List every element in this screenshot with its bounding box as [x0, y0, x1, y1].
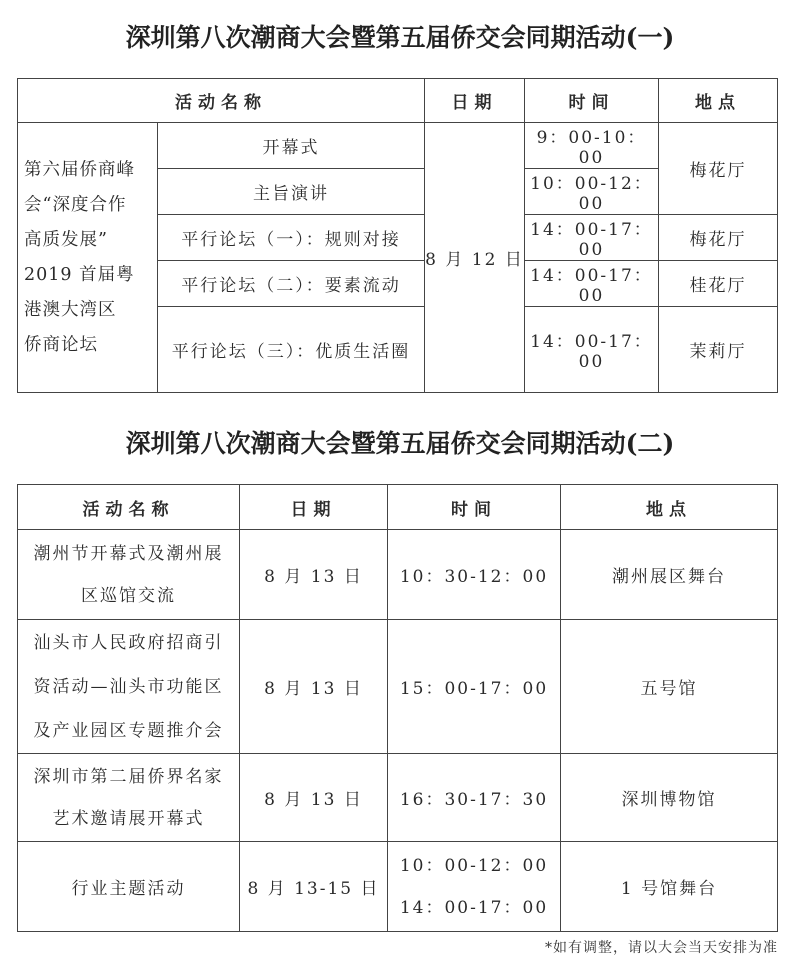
header-date: 日期 — [240, 485, 388, 530]
activity-time-line: 10：00-12：00 — [399, 855, 549, 876]
activity-time: 10：30-12：00 — [388, 530, 561, 620]
adjustment-note: *如有调整，请以大会当天安排为准 — [545, 940, 778, 956]
session-time: 14：00-17：00 — [525, 307, 659, 393]
activity-table-1 — [17, 78, 778, 393]
header-activity-name: 活动名称 — [18, 79, 425, 123]
activity-name-line: 深圳市第二届侨界名家 — [33, 766, 224, 787]
activity-time: 15：00-17：00 — [388, 620, 561, 754]
session-name: 平行论坛（二）：要素流动 — [158, 261, 425, 307]
header-time: 时间 — [525, 79, 659, 123]
activity-date: 8 月 13-15 日 — [240, 842, 388, 932]
host-line: 港澳大湾区 — [24, 299, 117, 320]
host-line: 第六届侨商峰 — [24, 159, 135, 180]
header-venue: 地点 — [659, 79, 778, 123]
activity-time-line: 14：00-17：00 — [399, 897, 549, 918]
session-name: 主旨演讲 — [158, 169, 425, 215]
activity-name — [18, 530, 240, 620]
venue: 梅花厅 — [659, 123, 778, 215]
table-header-row — [18, 79, 778, 123]
activity-name-line: 艺术邀请展开幕式 — [52, 808, 205, 829]
session-time: 9：00-10：00 — [525, 123, 659, 169]
activity-name: 行业主题活动 — [18, 842, 240, 932]
activity-name-line: 潮州节开幕式及潮州展 — [33, 543, 224, 564]
activity-venue: 1 号馆舞台 — [561, 842, 778, 932]
activity-venue: 潮州展区舞台 — [561, 530, 778, 620]
activity-time — [388, 842, 561, 932]
header-time: 时间 — [388, 485, 561, 530]
host-line: 侨商论坛 — [24, 334, 98, 355]
activity-date: 8 月 13 日 — [240, 530, 388, 620]
venue: 梅花厅 — [659, 215, 778, 261]
session-time: 10：00-12：00 — [525, 169, 659, 215]
host-line: 会“深度合作 — [24, 194, 127, 215]
activity-table-2 — [17, 484, 778, 932]
venue: 桂花厅 — [659, 261, 778, 307]
session-time: 14：00-17：00 — [525, 215, 659, 261]
header-venue: 地点 — [561, 485, 778, 530]
session-name: 开幕式 — [158, 123, 425, 169]
activity-name-line: 及产业园区专题推介会 — [33, 720, 224, 741]
activity-name-line: 资活动—汕头市功能区 — [33, 676, 224, 697]
table1-title: 深圳第八次潮商大会暨第五届侨交会同期活动(一) — [125, 23, 675, 52]
activity-name — [18, 620, 240, 754]
session-name: 平行论坛（三）：优质生活圈 — [158, 307, 425, 393]
host-line: 2019 首届粤 — [24, 264, 135, 285]
activity-name — [18, 754, 240, 842]
activity-venue: 五号馆 — [561, 620, 778, 754]
activity-name-line: 区巡馆交流 — [81, 585, 176, 606]
activity-name-line: 汕头市人民政府招商引 — [33, 632, 224, 653]
session-time: 14：00-17：00 — [525, 261, 659, 307]
activity-date: 8 月 13 日 — [240, 754, 388, 842]
session-name: 平行论坛（一）：规则对接 — [158, 215, 425, 261]
host-event-name — [18, 123, 158, 393]
table-row — [18, 530, 778, 620]
table-row — [18, 842, 778, 932]
activity-venue: 深圳博物馆 — [561, 754, 778, 842]
event-date: 8 月 12 日 — [425, 123, 525, 393]
table-header-row — [18, 485, 778, 530]
activity-date: 8 月 13 日 — [240, 620, 388, 754]
table2-title: 深圳第八次潮商大会暨第五届侨交会同期活动(二) — [125, 429, 675, 458]
host-line: 高质发展” — [24, 229, 108, 250]
activity-time: 16：30-17：30 — [388, 754, 561, 842]
table-row — [18, 620, 778, 754]
table-row — [18, 123, 778, 169]
venue: 茉莉厅 — [659, 307, 778, 393]
header-activity-name: 活动名称 — [18, 485, 240, 530]
table-row — [18, 754, 778, 842]
header-date: 日期 — [425, 79, 525, 123]
